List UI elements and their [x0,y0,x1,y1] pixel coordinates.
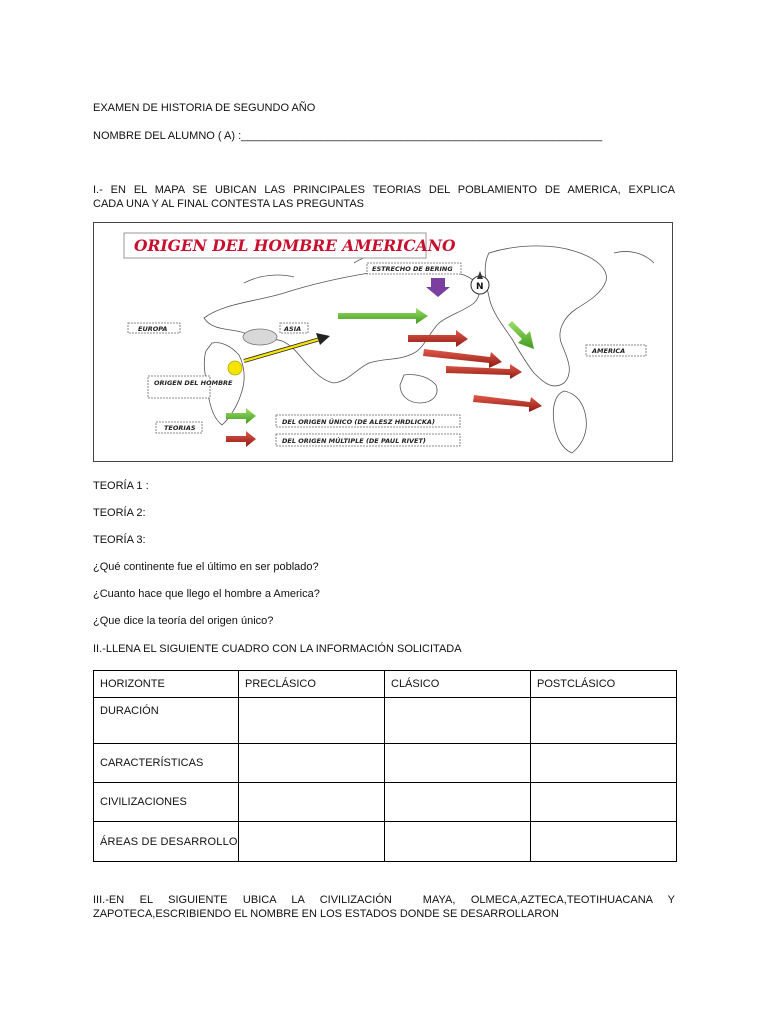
answer-cell[interactable] [385,744,531,783]
answer-cell[interactable] [531,822,677,862]
answer-cell[interactable] [239,698,385,744]
answer-cell[interactable] [385,698,531,744]
table-header-cell: HORIZONTE [94,671,239,698]
table-header-cell: PRECLÁSICO [239,671,385,698]
world-map-illustration [94,223,672,461]
teorias-label: TEORIAS [164,424,196,432]
table-row [94,822,677,862]
row-label: CARACTERÍSTICAS [94,744,239,783]
legend-green-arrow [226,408,256,424]
table-row [94,783,677,822]
red-arrow-1 [408,330,468,347]
yellow-arrow-head [316,333,330,345]
answer-cell[interactable] [531,698,677,744]
teoria-1-label: TEORÍA 1 : [93,480,149,492]
section1-instruction-line2: CADA UNA Y AL FINAL CONTESTA LAS PREGUNTAS [93,198,365,210]
europa-label: EUROPA [138,325,168,333]
question-1: ¿Qué continente fue el último en ser poblado? [93,561,319,573]
map-title: ORIGEN DEL HOMBRE AMERICANO [134,236,456,255]
question-3: ¿Que dice la teoría del origen único? [93,615,274,627]
table-header-cell: POSTCLÁSICO [531,671,677,698]
table-row [94,744,677,783]
green-arrow-asia [338,308,428,324]
origin-map [93,222,673,462]
table-row [94,698,677,744]
section2-instruction: II.-LLENA EL SIGUIENTE CUADRO CON LA INFORMACIÓN SOLICITADA [93,643,462,655]
row-label: ÁREAS DE DESARROLLO [94,822,239,862]
question-2: ¿Cuanto hace que llego el hombre a America? [93,588,320,600]
answer-cell[interactable] [531,744,677,783]
section3-instruction-line2: ZAPOTECA,ESCRIBIENDO EL NOMBRE EN LOS ESTADOS DONDE SE DESARROLLARON [93,908,559,920]
horizons-table [93,670,677,862]
origin-label: ORIGEN DEL HOMBRE [154,379,233,387]
legend-multiple: DEL ORIGEN MÚLTIPLE (DE PAUL RIVET) [282,437,426,445]
red-arrow-4 [473,395,542,412]
row-label: CIVILIZACIONES [94,783,239,822]
red-arrow-3 [446,364,522,379]
table-header-row [94,671,677,698]
exam-title: EXAMEN DE HISTORIA DE SEGUNDO AÑO [93,102,316,114]
bering-label: ESTRECHO DE BERING [372,265,453,273]
table-header-cell: CLÁSICO [385,671,531,698]
origin-point [228,361,242,375]
answer-cell[interactable] [239,744,385,783]
section3-instruction-line1: III.-EN EL SIGUIENTE UBICA LA CIVILIZACIÓN MAYA, OLMECA,AZTECA,TEOTIHUACANA Y [93,894,675,906]
america-label: AMERICA [592,347,626,355]
student-name-field[interactable]: NOMBRE DEL ALUMNO ( A) :___________________________________________________________ [93,130,603,142]
teoria-3-label: TEORÍA 3: [93,534,146,546]
red-arrow-2 [423,349,502,368]
green-arrow-america [508,321,534,349]
asia-label: ASIA [284,325,302,333]
answer-cell[interactable] [385,822,531,862]
answer-cell[interactable] [239,822,385,862]
legend-unico: DEL ORIGEN ÚNICO (DE ALESZ HRDLICKA) [282,418,435,426]
purple-arrow [426,278,450,297]
north-label: N [476,282,484,292]
answer-cell[interactable] [385,783,531,822]
row-label: DURACIÓN [94,698,239,744]
legend-red-arrow [226,431,256,447]
answer-cell[interactable] [531,783,677,822]
teoria-2-label: TEORÍA 2: [93,507,146,519]
section1-instruction-line1: I.- EN EL MAPA SE UBICAN LAS PRINCIPALES TEORIAS DEL POBLAMIENTO DE AMERICA, EXPLICA [93,184,675,196]
answer-cell[interactable] [239,783,385,822]
